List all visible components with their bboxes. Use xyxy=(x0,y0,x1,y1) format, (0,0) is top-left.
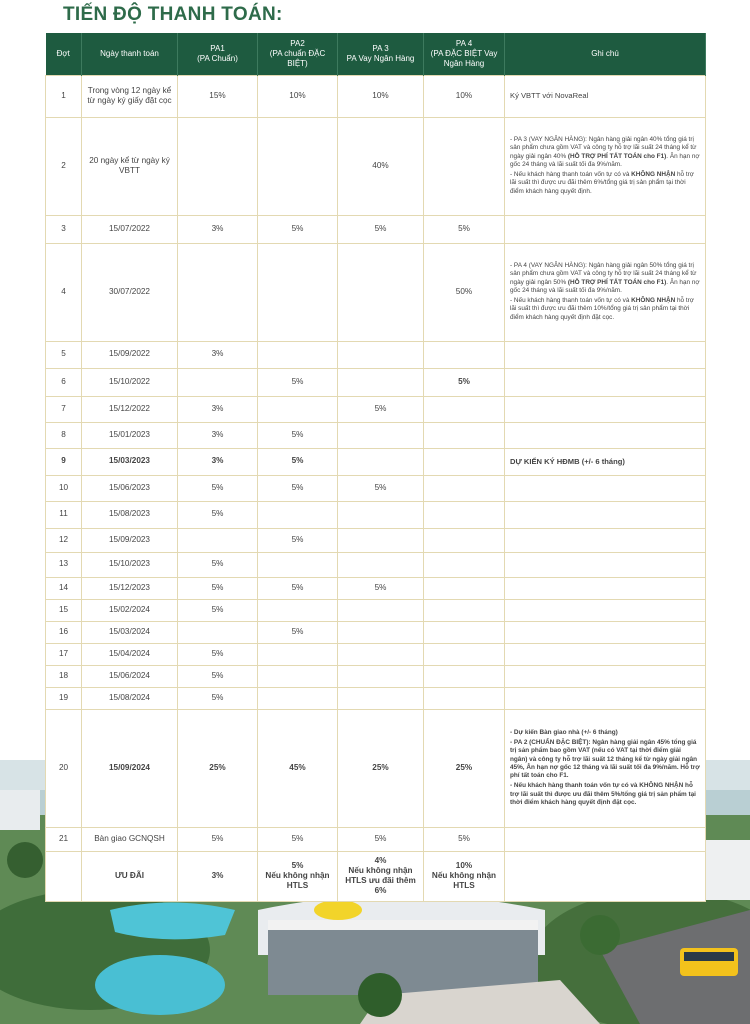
cell-note xyxy=(505,665,706,687)
table-row xyxy=(46,665,706,687)
cell-date: 30/07/2022 xyxy=(82,243,178,341)
cell-pa2 xyxy=(258,665,338,687)
cell-note xyxy=(505,215,706,243)
cell-pa2: 5% xyxy=(258,528,338,552)
cell-pa2: 5% xyxy=(258,448,338,475)
cell-pa4 xyxy=(424,665,505,687)
cell-note: - PA 3 (VAY NGÂN HÀNG): Ngân hàng giải ngân 40% tổng giá trị sản phẩm chưa gồm VAT và công ty hỗ trợ lãi suất 24 tháng kể từ ngày giải ngân 40% (HỖ TRỢ PHÍ TẤT TOÁN cho F1). Ân hạn nợ gốc 24 tháng và lãi suất tối đa 9%/năm. - Nếu khách hàng thanh toán vốn tự có và KHÔNG NHẬN hỗ trợ lãi suất thì được ưu đãi thêm 6%/tổng giá trị sản phẩm tại thời điểm khách hàng quyết định. xyxy=(505,117,706,215)
cell-pa4: 5% xyxy=(424,215,505,243)
cell-pa2: 5% xyxy=(258,422,338,448)
cell-pa3 xyxy=(338,552,424,577)
col-header-pa4: PA 4 (PA ĐẶC BIỆT Vay Ngân Hàng xyxy=(424,33,505,75)
cell-dot: 19 xyxy=(46,687,82,709)
cell-pa2 xyxy=(258,243,338,341)
cell-date: 15/09/2024 xyxy=(82,709,178,827)
cell-pa1 xyxy=(178,528,258,552)
incentive-row xyxy=(46,851,706,901)
cell-pa4 xyxy=(424,687,505,709)
cell-dot: 17 xyxy=(46,643,82,665)
cell-pa4 xyxy=(424,528,505,552)
cell-dot: 6 xyxy=(46,368,82,396)
cell-date: 15/09/2022 xyxy=(82,341,178,368)
col-header-pa1: PA1 (PA Chuẩn) xyxy=(178,33,258,75)
cell-pa1: 3% xyxy=(178,422,258,448)
cell-pa1: 3% xyxy=(178,396,258,422)
cell-pa3 xyxy=(338,243,424,341)
table-row xyxy=(46,827,706,851)
cell-pa4 xyxy=(424,448,505,475)
cell-note xyxy=(505,396,706,422)
table-row xyxy=(46,117,706,215)
cell-note xyxy=(505,528,706,552)
table-row xyxy=(46,599,706,621)
cell-pa4: 10% Nếu không nhận HTLS xyxy=(424,851,505,901)
cell-pa1: 5% xyxy=(178,827,258,851)
cell-pa4 xyxy=(424,475,505,501)
cell-date: 15/06/2024 xyxy=(82,665,178,687)
cell-pa3 xyxy=(338,643,424,665)
cell-pa2 xyxy=(258,501,338,528)
cell-note xyxy=(505,341,706,368)
cell-note xyxy=(505,368,706,396)
cell-note: Ký VBTT với NovaReal xyxy=(505,75,706,117)
cell-pa1: 25% xyxy=(178,709,258,827)
cell-pa2: 45% xyxy=(258,709,338,827)
cell-pa2 xyxy=(258,552,338,577)
cell-dot: 10 xyxy=(46,475,82,501)
table-row xyxy=(46,528,706,552)
cell-pa4 xyxy=(424,599,505,621)
cell-pa3: 10% xyxy=(338,75,424,117)
cell-pa1: 5% xyxy=(178,577,258,599)
cell-date: 15/04/2024 xyxy=(82,643,178,665)
cell-pa3: 40% xyxy=(338,117,424,215)
cell-date: 15/09/2023 xyxy=(82,528,178,552)
table-row xyxy=(46,475,706,501)
cell-dot: 1 xyxy=(46,75,82,117)
cell-date: Trong vòng 12 ngày kể từ ngày ký giấy đặt cọc xyxy=(82,75,178,117)
table-row xyxy=(46,643,706,665)
cell-pa4 xyxy=(424,396,505,422)
table-row xyxy=(46,75,706,117)
cell-pa1: 3% xyxy=(178,851,258,901)
col-header-pa3: PA 3 PA Vay Ngân Hàng xyxy=(338,33,424,75)
cell-dot: 8 xyxy=(46,422,82,448)
cell-pa1: 5% xyxy=(178,687,258,709)
cell-pa2: 5% xyxy=(258,827,338,851)
col-header-note: Ghi chú xyxy=(505,33,706,75)
cell-pa4: 5% xyxy=(424,368,505,396)
cell-pa4 xyxy=(424,577,505,599)
cell-pa4: 5% xyxy=(424,827,505,851)
table-row xyxy=(46,341,706,368)
cell-note xyxy=(505,827,706,851)
cell-date: 15/02/2024 xyxy=(82,599,178,621)
cell-note: - Dự kiến Bàn giao nhà (+/- 6 tháng) - PA 2 (CHUẨN ĐẶC BIỆT): Ngân hàng giải ngân 45% tổng giá trị sản phẩm bao gồm VAT (nếu có VAT tại thời điểm giải ngân) và công ty hỗ trợ lãi suất 12 tháng kể từ ngày giải ngân 45%, Ân hạn nợ gốc 12 tháng và lãi suất tối đa 9%/năm. Hỗ trợ phí tất toán cho F1. - Nếu khách hàng thanh toán vốn tự có và KHÔNG NHẬN hỗ trợ lãi suất thì được ưu đãi thêm 5%/tổng giá trị sản phẩm tại thời điểm khách hàng quyết định đặt cọc. xyxy=(505,709,706,827)
cell-date: 15/06/2023 xyxy=(82,475,178,501)
cell-date: 15/12/2023 xyxy=(82,577,178,599)
cell-note xyxy=(505,687,706,709)
cell-pa3 xyxy=(338,621,424,643)
cell-dot: 20 xyxy=(46,709,82,827)
cell-pa4: 10% xyxy=(424,75,505,117)
cell-dot: 7 xyxy=(46,396,82,422)
cell-pa3: 5% xyxy=(338,475,424,501)
cell-pa1: 5% xyxy=(178,665,258,687)
cell-pa1: 3% xyxy=(178,448,258,475)
cell-pa3 xyxy=(338,665,424,687)
cell-pa2: 5% Nếu không nhận HTLS xyxy=(258,851,338,901)
cell-note xyxy=(505,621,706,643)
cell-pa2 xyxy=(258,117,338,215)
cell-date: 15/03/2023 xyxy=(82,448,178,475)
table-row xyxy=(46,243,706,341)
cell-dot: 3 xyxy=(46,215,82,243)
cell-date: 15/10/2022 xyxy=(82,368,178,396)
cell-pa4 xyxy=(424,501,505,528)
cell-date: Bàn giao GCNQSH xyxy=(82,827,178,851)
cell-pa3 xyxy=(338,422,424,448)
cell-pa4 xyxy=(424,117,505,215)
cell-pa1 xyxy=(178,368,258,396)
table-header-row xyxy=(46,33,706,75)
cell-pa1 xyxy=(178,621,258,643)
cell-pa1: 15% xyxy=(178,75,258,117)
cell-note xyxy=(505,501,706,528)
cell-pa1: 5% xyxy=(178,552,258,577)
cell-dot: 2 xyxy=(46,117,82,215)
cell-pa2: 5% xyxy=(258,621,338,643)
cell-note xyxy=(505,475,706,501)
cell-pa4: 25% xyxy=(424,709,505,827)
cell-pa2: 5% xyxy=(258,215,338,243)
cell-pa2: 10% xyxy=(258,75,338,117)
cell-pa3 xyxy=(338,341,424,368)
cell-pa2: 5% xyxy=(258,475,338,501)
cell-note: - PA 4 (VAY NGÂN HÀNG): Ngân hàng giải ngân 50% tổng giá trị sản phẩm chưa gồm VAT và công ty hỗ trợ lãi suất 24 tháng kể từ ngày giải ngân 50% (HỖ TRỢ PHÍ TẤT TOÁN cho F1). Ân hạn nợ gốc 24 tháng và lãi suất tối đa 9%/năm. - Nếu khách hàng thanh toán vốn tự có và KHÔNG NHẬN hỗ trợ lãi suất thì được ưu đãi thêm 10%/tổng giá trị sản phẩm tại thời điểm khách hàng quyết định đặt cọc. xyxy=(505,243,706,341)
cell-date: 20 ngày kể từ ngày ký VBTT xyxy=(82,117,178,215)
cell-pa2 xyxy=(258,687,338,709)
cell-pa4 xyxy=(424,621,505,643)
cell-pa3 xyxy=(338,448,424,475)
cell-pa1 xyxy=(178,117,258,215)
cell-dot: 14 xyxy=(46,577,82,599)
page-title: TIẾN ĐỘ THANH TOÁN: xyxy=(63,4,283,25)
table-row xyxy=(46,422,706,448)
cell-pa3 xyxy=(338,599,424,621)
cell-pa3: 25% xyxy=(338,709,424,827)
cell-pa1: 3% xyxy=(178,215,258,243)
cell-note xyxy=(505,643,706,665)
cell-dot: 4 xyxy=(46,243,82,341)
cell-pa3 xyxy=(338,687,424,709)
cell-date: 15/12/2022 xyxy=(82,396,178,422)
cell-note xyxy=(505,577,706,599)
cell-date: 15/07/2022 xyxy=(82,215,178,243)
cell-dot: 18 xyxy=(46,665,82,687)
cell-dot: 21 xyxy=(46,827,82,851)
cell-pa1: 5% xyxy=(178,475,258,501)
cell-note xyxy=(505,422,706,448)
table-row xyxy=(46,709,706,827)
cell-pa3 xyxy=(338,501,424,528)
col-header-pa2: PA2 (PA chuẩn ĐẶC BIỆT) xyxy=(258,33,338,75)
table-row xyxy=(46,687,706,709)
table-row xyxy=(46,215,706,243)
cell-pa3: 4% Nếu không nhận HTLS ưu đãi thêm 6% xyxy=(338,851,424,901)
cell-pa2 xyxy=(258,341,338,368)
cell-pa1 xyxy=(178,243,258,341)
cell-date: 15/08/2023 xyxy=(82,501,178,528)
cell-dot: 15 xyxy=(46,599,82,621)
cell-pa4: 50% xyxy=(424,243,505,341)
cell-note xyxy=(505,552,706,577)
cell-pa3: 5% xyxy=(338,577,424,599)
col-header-dot: Đợt xyxy=(46,33,82,75)
cell-pa2: 5% xyxy=(258,577,338,599)
table-row xyxy=(46,501,706,528)
cell-pa3 xyxy=(338,368,424,396)
cell-dot: 16 xyxy=(46,621,82,643)
cell-pa3 xyxy=(338,528,424,552)
cell-dot: 9 xyxy=(46,448,82,475)
cell-note: DỰ KIẾN KÝ HĐMB (+/- 6 tháng) xyxy=(505,448,706,475)
table-row xyxy=(46,577,706,599)
incentive-label: ƯU ĐÃI xyxy=(82,851,178,901)
cell-pa2 xyxy=(258,599,338,621)
cell-dot: 5 xyxy=(46,341,82,368)
table-row xyxy=(46,368,706,396)
cell-pa1: 5% xyxy=(178,599,258,621)
cell-pa4 xyxy=(424,552,505,577)
cell-note xyxy=(505,599,706,621)
table-row xyxy=(46,552,706,577)
cell-note xyxy=(505,851,706,901)
table-row xyxy=(46,621,706,643)
cell-pa1: 3% xyxy=(178,341,258,368)
cell-pa3: 5% xyxy=(338,396,424,422)
cell-dot: 11 xyxy=(46,501,82,528)
cell-date: 15/08/2024 xyxy=(82,687,178,709)
cell-dot xyxy=(46,851,82,901)
cell-pa2 xyxy=(258,643,338,665)
cell-pa3: 5% xyxy=(338,215,424,243)
cell-pa3: 5% xyxy=(338,827,424,851)
cell-pa4 xyxy=(424,643,505,665)
table-row xyxy=(46,396,706,422)
col-header-date: Ngày thanh toán xyxy=(82,33,178,75)
cell-dot: 12 xyxy=(46,528,82,552)
cell-pa4 xyxy=(424,422,505,448)
payment-schedule-table xyxy=(45,33,706,902)
cell-pa1: 5% xyxy=(178,643,258,665)
cell-pa4 xyxy=(424,341,505,368)
cell-dot: 13 xyxy=(46,552,82,577)
cell-date: 15/01/2023 xyxy=(82,422,178,448)
table-row xyxy=(46,448,706,475)
cell-date: 15/03/2024 xyxy=(82,621,178,643)
cell-date: 15/10/2023 xyxy=(82,552,178,577)
cell-pa2 xyxy=(258,396,338,422)
cell-pa2: 5% xyxy=(258,368,338,396)
cell-pa1: 5% xyxy=(178,501,258,528)
